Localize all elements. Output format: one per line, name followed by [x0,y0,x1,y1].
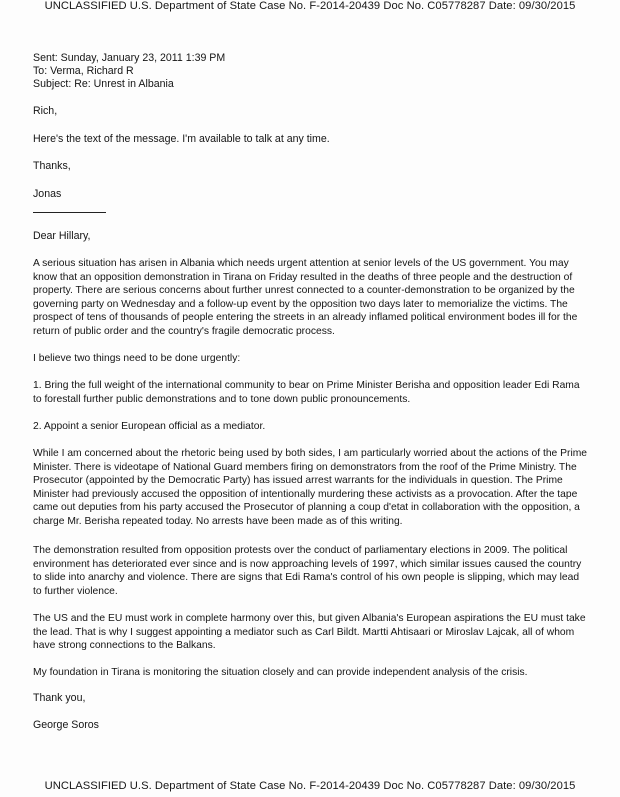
signature-separator [33,212,106,213]
letter-paragraph: The demonstration resulted from opposition protests over the conduct of parliamentary elections in 2009. The political environment has deteriorated ever since and is now approaching levels of 1997, which similar issues caused the country to slide into anarchy and violence. There are signs that Edi Rama's control of his own people is slipping, which may lead to further violence. [33,545,582,597]
sent-line: Sent: Sunday, January 23, 2011 1:39 PM [33,52,226,64]
letter-signature: George Soros [33,719,99,731]
to-line: To: Verma, Richard R [33,65,134,77]
cover-signature: Jonas [33,188,62,200]
subject-line: Subject: Re: Unrest in Albania [33,78,174,90]
letter-closing: Thank you, [33,692,86,704]
letter-paragraph: 1. Bring the full weight of the international community to bear on Prime Minister Berisha and opposition leader Edi Rama to forestall further public demonstrations and to tone down public pronouncements. [33,380,580,405]
letter-paragraph: I believe two things need to be done urgently: [33,353,241,364]
letter-salutation: Dear Hillary, [33,230,91,242]
cover-message: Here's the text of the message. I'm available to talk at any time. [33,133,330,145]
letter-paragraph: The US and the EU must work in complete harmony over this, but given Albania's European aspirations the EU must take the lead. That is why I suggest appointing a mediator such as Carl Bildt. Martti Ahtisaari or Miroslav Lajcak, all of whom have strong connections to the Balkans. [33,613,586,651]
letter-paragraph: A serious situation has arisen in Albania which needs urgent attention at senior levels of the US government. You may know that an opposition demonstration in Tirana on Friday resulted in the deaths of three people and the destruction of property. There are serious concerns about further unrest connected to a counter-demonstration to be organized by the governing party on Wednesday and a follow-up event by the opposition two days later to memorialize the victims. The prospect of tens of thousands of people entering the streets in an already inflamed political environment bodes ill for the return of public order and the country's fragile democratic process. [33,258,578,337]
letter-paragraph: 2. Appoint a senior European official as a mediator. [33,421,266,432]
classification-banner-bottom: UNCLASSIFIED U.S. Department of State Case No. F-2014-20439 Doc No. C05778287 Date: 09/30/2015 [44,780,576,792]
cover-thanks: Thanks, [33,160,71,172]
letter-paragraph: My foundation in Tirana is monitoring the situation closely and can provide independent analysis of the crisis. [33,667,528,678]
letter-paragraph: While I am concerned about the rhetoric being used by both sides, I am particularly worried about the actions of the Prime Minister. There is videotape of National Guard members firing on demonstrators from the roof of the Prime Ministry. The Prosecutor (appointed by the Democratic Party) has issued arrest warrants for the individuals in question. The Prime Minister had previously accused the opposition of intentionally murdering these activists as a provocation. After the tape came out deputies from his party accused the Prosecutor of planning a coup d'etat in collaboration with the opposition, a charge Mr. Berisha repeated today. No arrests have been made as of this writing. [33,448,588,527]
cover-greeting: Rich, [33,105,58,117]
classification-banner-top: UNCLASSIFIED U.S. Department of State Case No. F-2014-20439 Doc No. C05778287 Date: 09/30/2015 [44,0,576,12]
